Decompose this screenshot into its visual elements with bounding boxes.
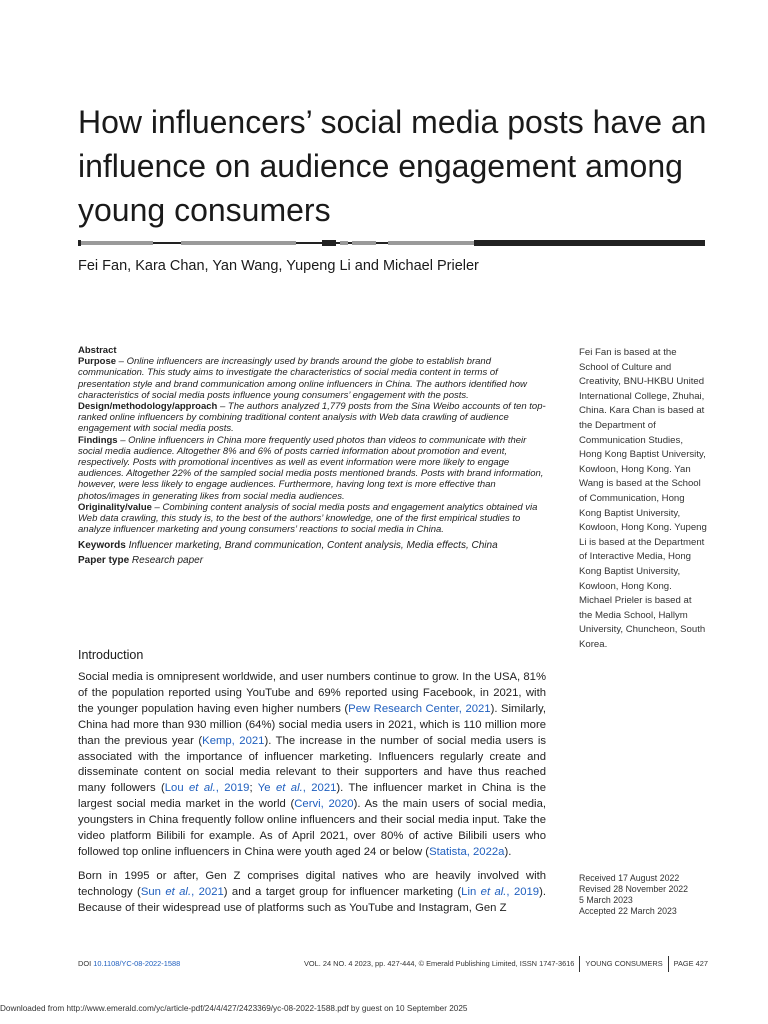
findings-text: – Online influencers in China more frequently used photos than videos to communicate with their social media audience. Altogether 8% and 6% of posts carried information about promotion and event, respectively. Posts with promotional incentives as well as event information were more likely to engage audiences. Altogether 22% of the sampled social media posts mentioned brands. Posts with brand information, however, were less likely to engage audiences. Furthermore, having long text is more effective than photos/images in generating likes from social media audiences. (78, 434, 544, 502)
citation-link[interactable]: Cervi, 2020 (294, 798, 354, 811)
page-footer (78, 956, 708, 972)
journal-name: YOUNG CONSUMERS (580, 956, 668, 972)
keywords (78, 539, 548, 552)
body-text-run: ). Similarly, China had more than 930 million (64%) social media users in 2021, which is 110 million more than the previous year ( (78, 702, 546, 747)
body-text-run: Born in 1995 or after, Gen Z comprises digital natives who are heavily involved with technology ( (78, 869, 546, 898)
findings-label: Findings (78, 434, 118, 446)
doi (78, 959, 180, 968)
author-affiliations: Fei Fan is based at the School of Culture and Creativity, BNU-HKBU United International College, Zhuhai, China. Kara Chan is based at the Department of Communication Studies, Hong Kong Baptist University, Kowloon, Hong Kong. Yan Wang is based at the School of Communication, Hong Kong Baptist University, Kowloon, Hong Kong. Yupeng Li is based at the Department of Interactive Media, Hong Kong Baptist University, Kowloon, Hong Kong. Michael Prieler is based at the Media School, Hallym University, Chuncheon, South Korea. (579, 347, 707, 650)
page-number: PAGE 427 (673, 959, 708, 968)
citation-link[interactable]: Lou (164, 782, 190, 795)
introduction-paragraph-2 (78, 869, 546, 917)
abstract-findings (78, 435, 548, 502)
received-date: Received 17 August 2022 (579, 873, 680, 883)
citation-link[interactable]: et al. (275, 782, 303, 795)
abstract-originality (78, 502, 548, 536)
introduction-paragraph-1 (78, 670, 546, 861)
revised-date: Revised 28 November 2022 (579, 884, 689, 894)
citation-link[interactable]: Pew Research Center, 2021 (348, 702, 491, 715)
volume-info: VOL. 24 NO. 4 2023, pp. 427-444, © Emerald Publishing Limited, ISSN 1747-3616 (304, 956, 580, 972)
citation-link[interactable]: , 2019 (215, 782, 250, 795)
purpose-text: – Online influencers are increasingly used by brands around the globe to establish brand communication. This study aims to investigate the characteristics of social media content in terms of presentation style and brand communication among online influencers in China. The authors identified how characteristics of social media posts influence young consumers’ engagement with the posts. (78, 356, 527, 401)
citation-link[interactable]: Statista, 2022a (429, 845, 505, 858)
body-text-run: ). As the main users of social media, youngsters in China frequently follow online influencers and their social media input. Take the video platform Bilibili for example. As of April 2021, over 80% of active Bilibili users who followed top online influencers in China were youth aged 24 or below ( (78, 798, 546, 858)
citation-link[interactable]: Sun (140, 885, 166, 898)
citation-link[interactable]: Lin (461, 885, 481, 898)
keywords-label: Keywords (78, 540, 126, 552)
article-title: How influencers’ social media posts have an influence on audience engagement among young consumers (78, 104, 707, 228)
citation-link[interactable]: , 2021 (191, 885, 224, 898)
body-text-run: Social media is omnipresent worldwide, and user numbers continue to grow. In the USA, 81% of the population reported using YouTube and 69% reported using Facebook, in 2021, with the younger population having even higher numbers ( (78, 671, 546, 715)
footer-right (304, 956, 708, 972)
citation-link[interactable]: et al. (165, 885, 192, 898)
article-history (579, 873, 709, 917)
download-notice: Downloaded from http://www.emerald.com/yc/article-pdf/24/4/427/2423369/yc-08-2022-1588.pdf by guest on 10 September 2025 (0, 1004, 468, 1013)
paper-type (78, 554, 548, 567)
body-text-run: ) and a target group for influencer marketing ( (223, 885, 462, 898)
author-list: Fei Fan, Kara Chan, Yan Wang, Yupeng Li and Michael Prieler (78, 258, 479, 274)
introduction-body (78, 670, 546, 925)
abstract (78, 345, 548, 567)
citation-link[interactable]: , 2021 (302, 782, 337, 795)
originality-text: – Combining content analysis of social media posts and engagement analytics obtained via Web data crawling, this study is, to the best of the authors’ knowledge, one of the first empirical studies to analyze influencer marketing and young consumers’ reactions to social media in China. (78, 501, 538, 536)
abstract-design (78, 401, 548, 435)
body-text-run: ; (249, 782, 258, 795)
originality-label: Originality/value (78, 501, 152, 513)
introduction-heading: Introduction (78, 648, 144, 662)
papertype-text: Research paper (129, 555, 204, 567)
citation-link[interactable]: Kemp, 2021 (202, 734, 265, 747)
purpose-label: Purpose (78, 356, 117, 368)
body-text-run: ). The increase in the number of social media users is associated with the importance of influencer marketing. Influencers regularly create and disseminate content on social media relevant to their supporters and have thus reached many followers ( (78, 734, 547, 795)
body-text-run: ). The influencer market in China is the largest social media market in the world ( (78, 782, 546, 811)
accepted-date: Accepted 22 March 2023 (579, 906, 677, 916)
citation-link[interactable]: et al. (480, 885, 507, 898)
body-text-run: ). Because of their widespread use of platforms such as YouTube and Instagram, Gen Z (78, 885, 546, 914)
abstract-purpose (78, 356, 548, 401)
citation-link[interactable]: Ye (257, 782, 276, 795)
citation-link[interactable]: et al. (189, 782, 216, 795)
citation-link[interactable]: , 2019 (506, 885, 540, 898)
papertype-label: Paper type (78, 555, 130, 567)
design-label: Design/methodology/approach (78, 401, 218, 413)
doi-prefix: DOI (78, 959, 94, 968)
keywords-text: Influencer marketing, Brand communication, Content analysis, Media effects, China (125, 540, 498, 552)
design-text: – The authors analyzed 1,779 posts from the Sina Weibo accounts of ten top-ranked online influencers by combining traditional content analysis with Web data crawling of audience engagement with social media posts. (78, 401, 546, 435)
body-text-run: ). (504, 845, 512, 858)
title-rule (78, 240, 705, 246)
abstract-heading: Abstract (78, 345, 117, 356)
doi-link[interactable]: 10.1108/YC-08-2022-1588 (93, 959, 181, 968)
revised-date-2: 5 March 2023 (579, 895, 633, 905)
